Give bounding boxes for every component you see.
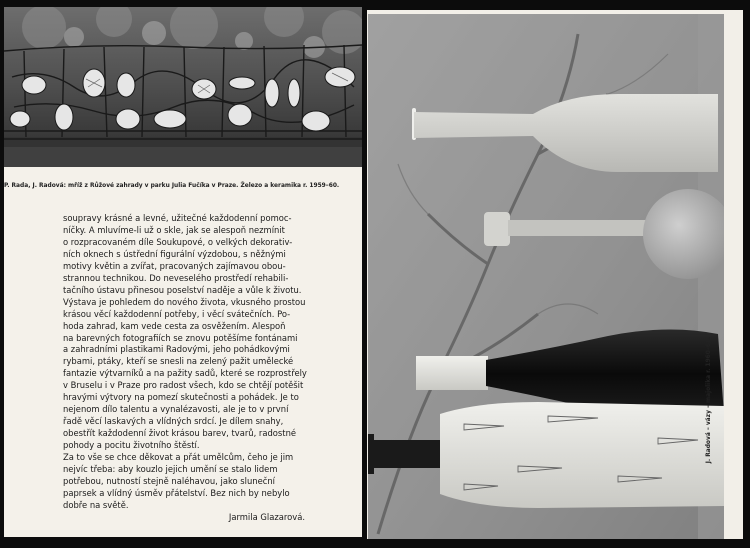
body-line: hoda zahrad, kam vede cesta za osvěžením. Alespoň [63, 320, 286, 331]
body-line: rybami, ptáky, kteří se snesli na zelený pažit umělecké [63, 356, 294, 367]
vases-photo-caption [702, 280, 716, 520]
body-line: krásou věcí každodenní potřeby, i věcí svátečních. Po- [63, 308, 291, 319]
body-line: níčky. A mluvíme-li už o skle, jak se alespoň nezmínit [63, 224, 285, 235]
vases-photo [368, 14, 724, 539]
body-line: tačního ústavu přinesou poselství naděje a vůle k životu. [63, 284, 302, 295]
body-line: paprsek a vlídný úsměv přátelství. Bez nich by nebylo [63, 487, 290, 498]
right-page [367, 10, 743, 539]
garden-railing-photo [4, 7, 362, 167]
body-line: obestřít každodenní život krásou barev, tvarů, radostné [63, 428, 297, 439]
author-signature: Jarmila Glazarová. [228, 511, 305, 522]
article-body [63, 213, 307, 524]
body-line: strannou technikou. Do neveselého prostředí rehabili- [63, 272, 289, 283]
body-line: v Bruselu i v Praze pro radost všech, kdo se chtějí potěšit [63, 380, 304, 391]
body-line: ních oknech s ústřední figurální výzdobou, s něžnými [63, 248, 286, 259]
body-line: na barevných fotografiích se znovu potěšíme fontánami [63, 332, 298, 343]
body-line: Výstava je pohledem do nového života, vkusného prostou [63, 296, 306, 307]
body-line: motivy květin a zvířat, pracovaných zajímavou obou- [63, 260, 286, 271]
garden-photo-caption: P. Rada, J. Radová: mříž z Růžové zahrady v parku Julia Fučíka v Praze. Železo a keramika r. 1959–60. [4, 183, 340, 189]
vases-caption-text: J. Radová – vázy – majolika r. 1960–61. [706, 336, 712, 464]
body-line: Za to vše se chce děkovat a přát umělcům, čeho je jim [63, 452, 294, 463]
body-line: řadě věcí laskavých a vlídných srdcí. Je dílem snahy, [63, 416, 284, 427]
body-line: pohody a pocitu životního štěstí. [63, 440, 200, 451]
body-line: dobře na světě. [63, 499, 129, 510]
body-line: a zahradními plastikami Radovými, jeho pohádkovými [63, 344, 290, 355]
body-line: potřebou, nutností stejně naléhavou, jako sluneční [63, 475, 275, 486]
body-line: soupravy krásné a levné, užitečné každodenní pomoc- [63, 213, 292, 223]
left-page [4, 7, 362, 537]
body-line: nejenom dílo talentu a vynalézavosti, ale je to v první [63, 404, 289, 415]
body-line: fantazie výtvarníků a na pažity sadů, které se rozprostřely [63, 368, 307, 379]
body-line: o rozpracovaném díle Soukupové, o velkých dekorativ- [63, 236, 293, 247]
body-line: hravými výtvory na pomezí skutečnosti a pohádek. Je to [63, 392, 299, 403]
body-line: nejvíc třeba: aby kouzlo jejich umění se stalo lidem [63, 464, 278, 475]
